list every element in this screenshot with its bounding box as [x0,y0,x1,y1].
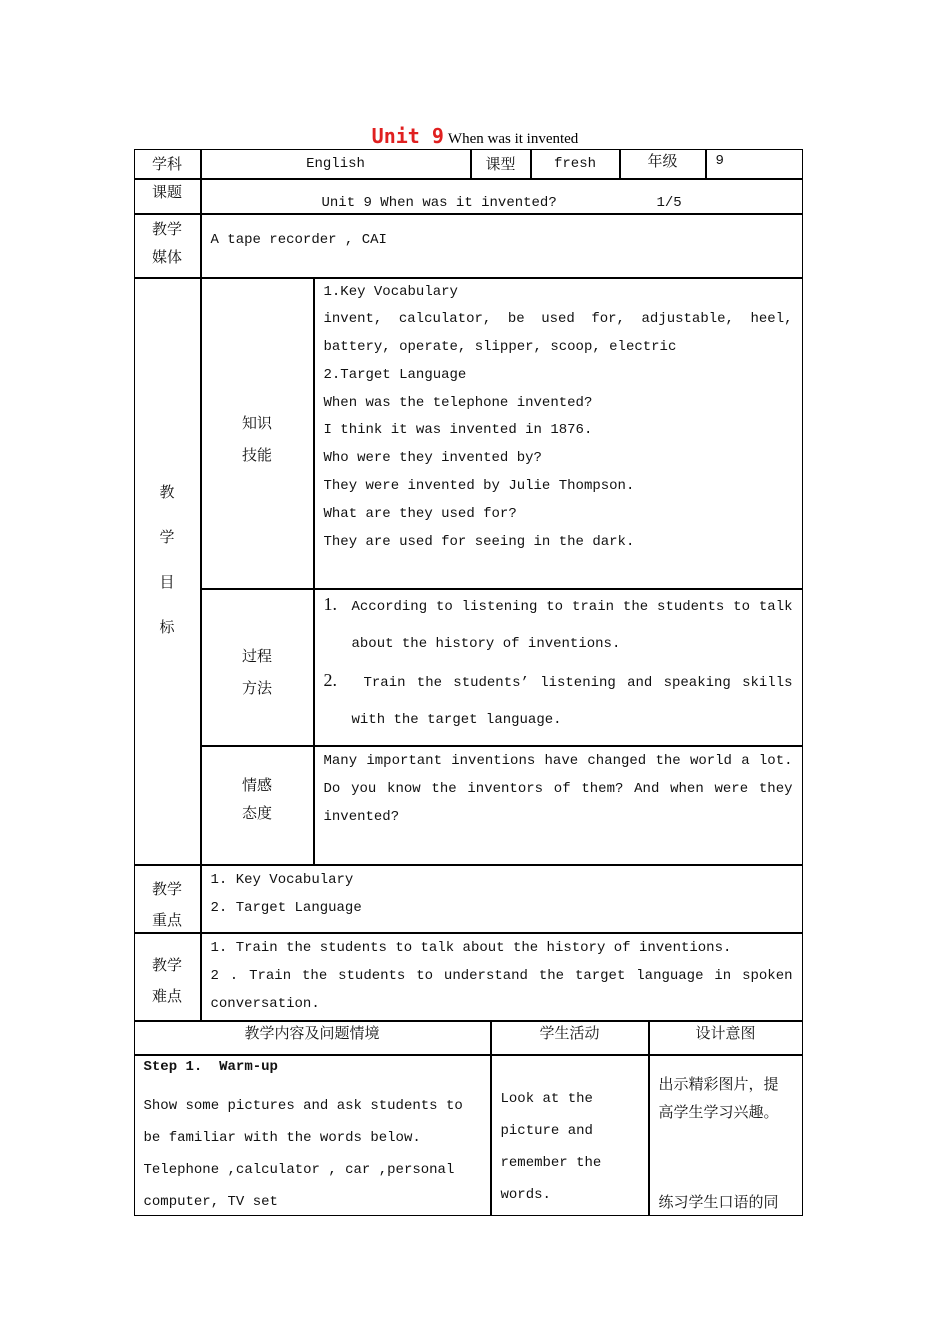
col-content-header: 教学内容及问题情境 [134,1021,491,1055]
topic-value: Unit 9 When was it invented? [321,194,557,211]
grade-value: 9 [706,149,803,179]
col-intent-header: 设计意图 [649,1021,803,1055]
step1-activity: Look at the picture and remember the words. [491,1055,649,1216]
lesson-type-value: fresh [531,149,620,179]
process-item-1: 1. According to listening to train the students to talk [323,593,793,615]
topic-value-cell [201,179,803,214]
step1-content: Step 1. Warm-up Show some pictures and ask students to be familiar with the words below. Telephone ,calculator , car ,personal computer, TV set [134,1055,491,1216]
col-activity-header: 学生活动 [491,1021,649,1055]
attitude-content: Many important inventions have changed the world a lot. Do you know the inventors of them? And when were they invented? [314,746,803,865]
topic-page: 1/5 [656,194,682,211]
difficult-points-label: 教学 难点 [134,933,201,1021]
knowledge-label: 知识 技能 [201,278,314,589]
lesson-type-label: 课型 [471,149,531,179]
knowledge-content: 1.Key Vocabulary invent, calculator, be used for, adjustable, heel, battery, operate, slipper, scoop, electric 2.Target Language When was the telephone invented? I think it was invented in 1876. Who were they invented by? They were invented by Julie Thompson. What are they used for? They are used for seeing in the dark. [314,278,803,589]
difficult-points-content: 1. Train the students to talk about the history of inventions. 2 . Train the students to understand the target language in spoken conversation. [201,933,803,1021]
attitude-label: 情感 态度 [201,746,314,865]
lesson-plan-table [134,149,803,1216]
objectives-label: 教 学 目 标 [134,278,201,865]
title-text: When was it invented [447,131,579,147]
process-content: 1. According to listening to train the students to talk about the history of inventions. 2. Train the students’ listening and speaking skills with the target language. [314,589,803,746]
key-points-content: 1. Key Vocabulary 2. Target Language [201,865,803,933]
key-points-label: 教学 重点 [134,865,201,933]
topic-label: 课题 [134,179,201,214]
process-item-2: 2. Train the students’ listening and speaking skills [323,669,793,691]
step1-title: Step 1. Warm-up [143,1058,278,1075]
grade-label: 年级 [620,149,706,179]
step1-intent: 出示精彩图片，提 高学生学习兴趣。 练习学生口语的同 [649,1055,803,1216]
process-label: 过程 方法 [201,589,314,746]
media-value: A tape recorder , CAI [201,214,803,278]
subject-label: 学科 [134,149,201,179]
media-label: 教学 媒体 [134,214,201,278]
title-unit: Unit 9 [371,124,444,148]
subject-value: English [201,149,471,179]
page-title [0,124,950,148]
